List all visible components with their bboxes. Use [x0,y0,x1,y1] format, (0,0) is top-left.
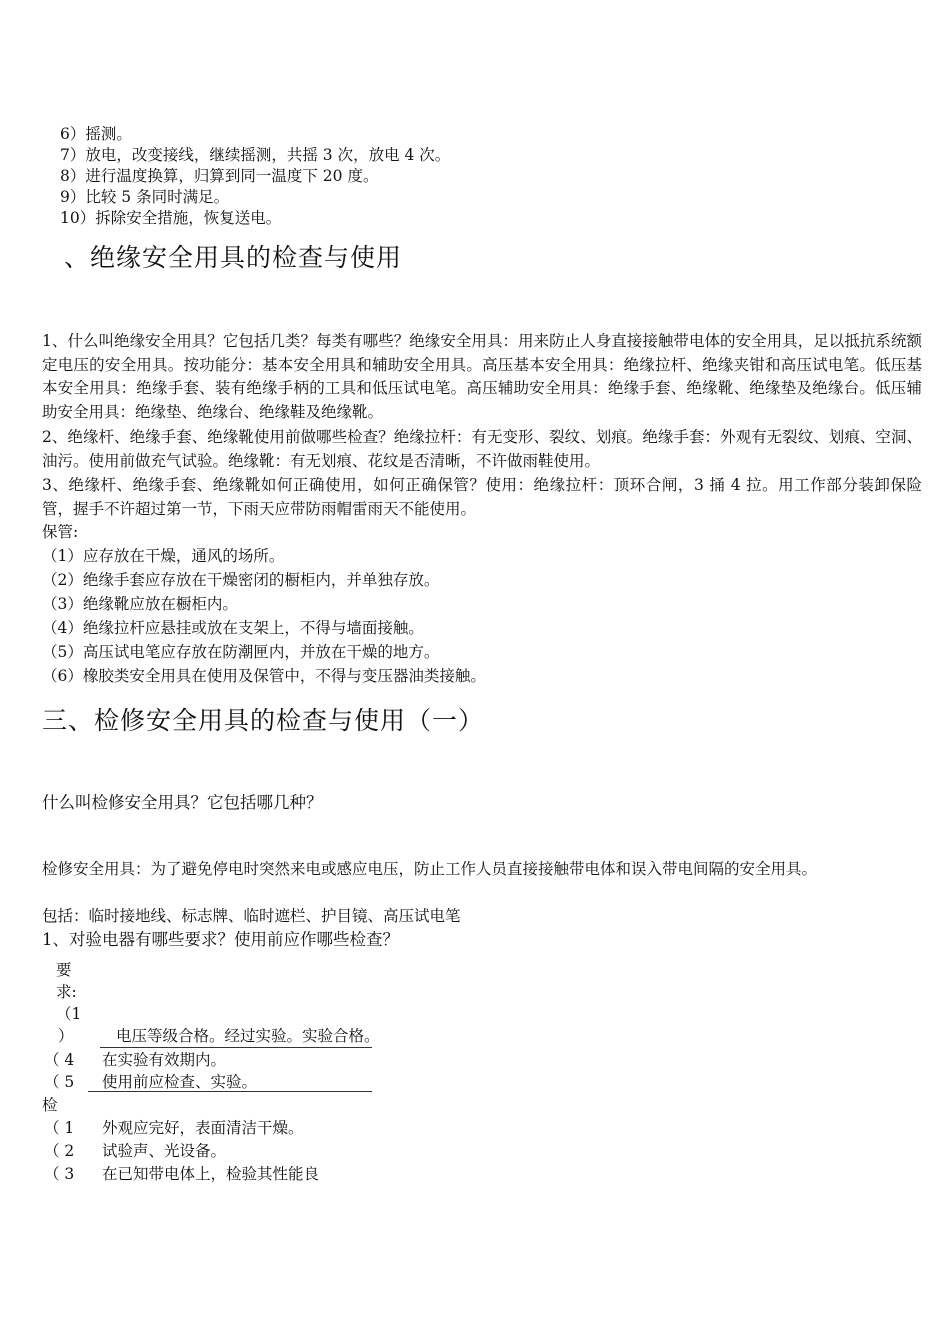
storage-item-2: （2）绝缘手套应存放在干燥密闭的橱柜内，并单独存放。 [42,571,440,589]
tester-question: 1、对验电器有哪些要求？使用前应作哪些检查？ [42,930,399,949]
storage-label: 保管: [42,523,79,541]
maintenance-definition: 检修安全用具：为了避免停电时突然来电或感应电压，防止工作人员直接接触带电体和误入带电间隔的安全用具。 [42,860,818,878]
requirement-number-1a: （1 [56,1005,82,1023]
requirements-label-part2: 求: [56,983,77,1001]
requirement-1: 电压等级合格。经过实验。实验合格。 [116,1027,380,1045]
check-number-2: （ 2 [44,1142,75,1160]
storage-item-6: （6）橡胶类安全用具在使用及保管中，不得与变压器油类接触。 [42,667,486,685]
step-10: 10）拆除安全措施，恢复送电。 [60,209,282,227]
requirement-4: 在实验有效期内。 [102,1051,227,1069]
question-1-paragraph: 1、什么叫绝缘安全用具？它包括几类？每类有哪些？绝缘安全用具：用来防止人身直接接触带电体的安全用具，足以抵抗系统额定电压的安全用具。按功能分：基本安全用具和辅助安全用具。高压基本安全用具：绝缘拉杆、绝缘夹钳和高压试电笔。低压基本安全用具：绝缘手套、装有绝缘手柄的工具和低压试电笔。高压辅助安全用具：绝缘手套、绝缘靴、绝缘垫及绝缘台。低压辅助安全用具：绝缘垫、绝缘台、绝缘鞋及绝缘靴。 [42,332,922,421]
check-3: 在已知带电体上，检验其性能良 [102,1165,320,1183]
step-6: 6）摇测。 [60,125,132,143]
check-2: 试验声、光设备。 [102,1142,227,1160]
step-9: 9）比较 5 条同时满足。 [60,188,230,206]
storage-item-5: （5）高压试电笔应存放在防潮匣内，并放在干燥的地方。 [42,643,440,661]
storage-item-1: （1）应存放在干燥，通风的场所。 [42,547,285,565]
requirement-1-underline [100,1047,372,1048]
requirements-label-part1: 要 [56,961,72,979]
check-1: 外观应完好，表面清洁干燥。 [102,1119,304,1137]
section-heading-maintenance: 三、检修安全用具的检查与使用（一） [42,706,485,735]
storage-item-3: （3）绝缘靴应放在橱柜内。 [42,595,238,613]
question-3-paragraph: 3、绝缘杆、绝缘手套、绝缘靴如何正确使用，如何正确保管？使用：绝缘拉杆：顶环合闸，3 捅 4 拉。用工作部分装卸保险管，握手不许超过第一节，下雨天应带防雨帽雷雨天不能使用。 [42,476,922,518]
step-8: 8）进行温度换算，归算到同一温度下 20 度。 [60,167,379,185]
check-number-1: （ 1 [44,1119,75,1137]
requirement-number-1b: ） [58,1027,74,1045]
check-number-3: （ 3 [44,1165,75,1183]
check-label: 检 [42,1096,58,1114]
step-7: 7）放电，改变接线，继续摇测，共摇 3 次，放电 4 次。 [60,146,451,164]
storage-item-4: （4）绝缘拉杆应悬挂或放在支架上，不得与墙面接触。 [42,619,424,637]
maintenance-question: 什么叫检修安全用具？它包括哪几种？ [42,793,323,812]
requirement-number-5: （ 5 [44,1073,75,1091]
requirement-5: 使用前应检查、实验。 [102,1073,258,1091]
requirement-5-underline [88,1091,372,1092]
section-heading-insulation: 、绝缘安全用具的检查与使用 [64,243,403,272]
requirement-number-4: （ 4 [44,1051,75,1069]
maintenance-includes: 包括：临时接地线、标志牌、临时遮栏、护目镜、高压试电笔 [42,907,461,925]
question-2-paragraph: 2、绝缘杆、绝缘手套、绝缘靴使用前做哪些检查？绝缘拉杆：有无变形、裂纹、划痕。绝缘手套：外观有无裂纹、划痕、空洞、油污。使用前做充气试验。绝缘靴：有无划痕、花纹是否清晰，不许做雨鞋使用。 [42,428,922,470]
